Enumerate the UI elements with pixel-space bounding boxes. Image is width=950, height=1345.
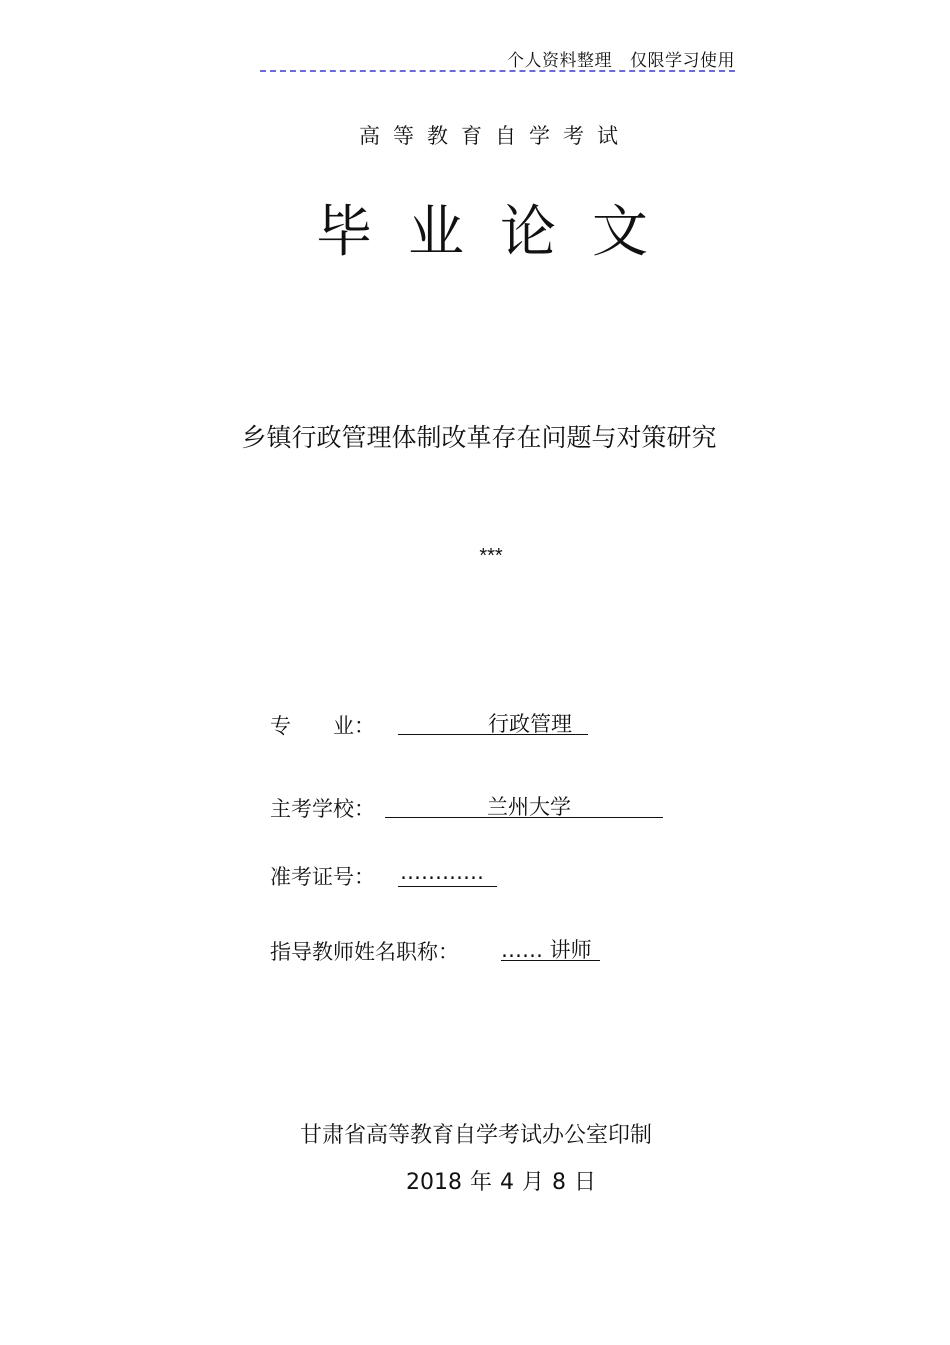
date-year: 2018: [405, 1170, 462, 1195]
major-label: 专 业：: [270, 714, 375, 738]
header-dashed-rule: [260, 70, 735, 72]
major-value: 行政管理: [488, 712, 572, 736]
date-month-unit: 月: [521, 1170, 544, 1195]
doc-type-title: 毕业论文: [316, 200, 684, 265]
author-name: ***: [479, 545, 503, 567]
thesis-title: 乡镇行政管理体制改革存在问题与对策研究: [241, 423, 717, 452]
exam-id-value-line: [398, 860, 497, 887]
school-value: 兰州大学: [487, 795, 571, 819]
exam-name: 高等教育自学考试: [359, 124, 631, 148]
footer-date: [0, 1165, 950, 1196]
date-day-unit: 日: [574, 1170, 597, 1195]
school-label: 主考学校：: [270, 797, 375, 821]
date-day: 8: [552, 1170, 566, 1195]
date-year-unit: 年: [469, 1170, 492, 1195]
major-value-line: [398, 708, 588, 735]
school-value-line: [385, 791, 663, 818]
exam-id-label: 准考证号：: [270, 865, 375, 889]
exam-id-value: …………: [400, 860, 484, 884]
advisor-value: …… 讲师: [501, 938, 592, 962]
advisor-label: 指导教师姓名职称：: [270, 940, 459, 964]
header-note-left: 个人资料整理: [507, 51, 612, 71]
header-note: [260, 46, 735, 71]
date-month: 4: [499, 1170, 514, 1195]
header-note-right: 仅限学习使用: [630, 51, 735, 71]
advisor-value-line: [501, 934, 600, 961]
footer-organization: 甘肃省高等教育自学考试办公室印制: [299, 1123, 652, 1148]
